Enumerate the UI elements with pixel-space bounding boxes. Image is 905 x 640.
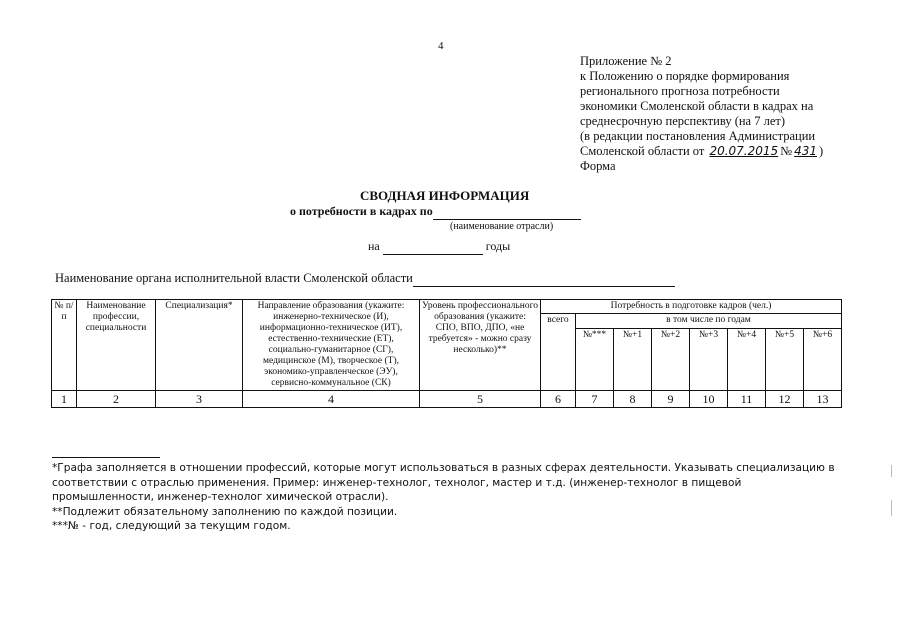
document-title: СВОДНАЯ ИНФОРМАЦИЯ bbox=[360, 188, 530, 203]
scan-artifact bbox=[891, 465, 892, 477]
needs-table bbox=[51, 299, 842, 408]
form-label: Форма bbox=[580, 159, 616, 173]
header-total: всего bbox=[541, 314, 576, 391]
footnote-2: **Подлежит обязательному заполнению по каждой позиции. bbox=[52, 505, 398, 518]
column-number: 7 bbox=[576, 391, 614, 408]
header-direction: Направление образования (укажите: инженерно-техническое (И), информационно-техническое (ИТ), естественно-технические (ЕТ), социально-гуманитарное (СГ), медицинское (М), творческое (Т), экономико-управленческое (ЭУ), сервисно-коммунальное (СК) bbox=[243, 300, 420, 391]
column-number: 12 bbox=[766, 391, 804, 408]
years-blank-line bbox=[383, 239, 483, 255]
header-year-6: №+6 bbox=[804, 329, 842, 391]
org-blank-line bbox=[413, 271, 675, 287]
column-number: 6 bbox=[541, 391, 576, 408]
years-line bbox=[368, 239, 510, 255]
header-by-years: в том числе по годам bbox=[576, 314, 842, 329]
column-number: 11 bbox=[728, 391, 766, 408]
appendix-line: (в редакции постановления Администрации bbox=[580, 129, 816, 143]
header-need: Потребность в подготовке кадров (чел.) bbox=[541, 300, 842, 314]
org-label: Наименование органа исполнительной власти Смоленской области bbox=[55, 271, 413, 285]
footnote-3: ***№ - год, следующий за текущим годом. bbox=[52, 520, 291, 532]
column-number: 2 bbox=[77, 391, 156, 408]
column-number: 4 bbox=[243, 391, 420, 408]
appendix-line-date bbox=[580, 144, 880, 159]
column-number: 5 bbox=[420, 391, 541, 408]
footnotes bbox=[52, 461, 842, 534]
header-specialization: Специализация* bbox=[156, 300, 243, 391]
column-number: 8 bbox=[614, 391, 652, 408]
appendix-line: к Положению о порядке формирования bbox=[580, 69, 790, 83]
appendix-line: среднесрочную перспективу (на 7 лет) bbox=[580, 114, 785, 128]
column-number: 3 bbox=[156, 391, 243, 408]
column-number: 1 bbox=[52, 391, 77, 408]
header-year-3: №+3 bbox=[690, 329, 728, 391]
number-sign: № bbox=[780, 144, 793, 158]
industry-blank-line bbox=[433, 204, 581, 220]
header-year-4: №+4 bbox=[728, 329, 766, 391]
header-number: № п/п bbox=[52, 300, 77, 391]
closing-paren: ) bbox=[819, 144, 824, 158]
appendix-block bbox=[580, 54, 880, 174]
header-year-0: №*** bbox=[576, 329, 614, 391]
subtitle-text: о потребности в кадрах по bbox=[290, 204, 433, 218]
handwritten-date: 20.07.2015 bbox=[709, 144, 779, 158]
na-label: на bbox=[368, 239, 380, 253]
appendix-last-line-prefix: Смоленской области от bbox=[580, 144, 708, 158]
header-year-5: №+5 bbox=[766, 329, 804, 391]
appendix-title: Приложение № 2 bbox=[580, 54, 672, 68]
appendix-line: регионального прогноза потребности bbox=[580, 84, 780, 98]
handwritten-number: 431 bbox=[794, 144, 818, 158]
subtitle-line bbox=[290, 204, 581, 220]
industry-caption: (наименование отрасли) bbox=[450, 221, 554, 232]
column-number: 10 bbox=[690, 391, 728, 408]
header-profession: Наименование профессии, специальности bbox=[77, 300, 156, 391]
scan-artifact bbox=[891, 500, 892, 516]
header-year-2: №+2 bbox=[652, 329, 690, 391]
footnote-rule bbox=[52, 457, 160, 458]
footnote-1: *Графа заполняется в отношении профессий, которые могут использоваться в разных сферах деятельности. Указывать специализацию в соответствии с отраслью применения. Пример: инженер-технолог, технолог, мастер и т.д. (инженер-технолог в пищевой промышленности, инженер-технолог химической отрасли). bbox=[52, 462, 835, 503]
column-numbers-row bbox=[52, 391, 842, 408]
appendix-line: экономики Смоленской области в кадрах на bbox=[580, 99, 814, 113]
org-line bbox=[55, 271, 675, 287]
header-level: Уровень профессионального образования (укажите: СПО, ВПО, ДПО, «не требуется» - можно сразу несколько)** bbox=[420, 300, 541, 391]
page-number: 4 bbox=[438, 40, 444, 52]
column-number: 13 bbox=[804, 391, 842, 408]
header-year-1: №+1 bbox=[614, 329, 652, 391]
column-number: 9 bbox=[652, 391, 690, 408]
years-label: годы bbox=[485, 239, 511, 253]
